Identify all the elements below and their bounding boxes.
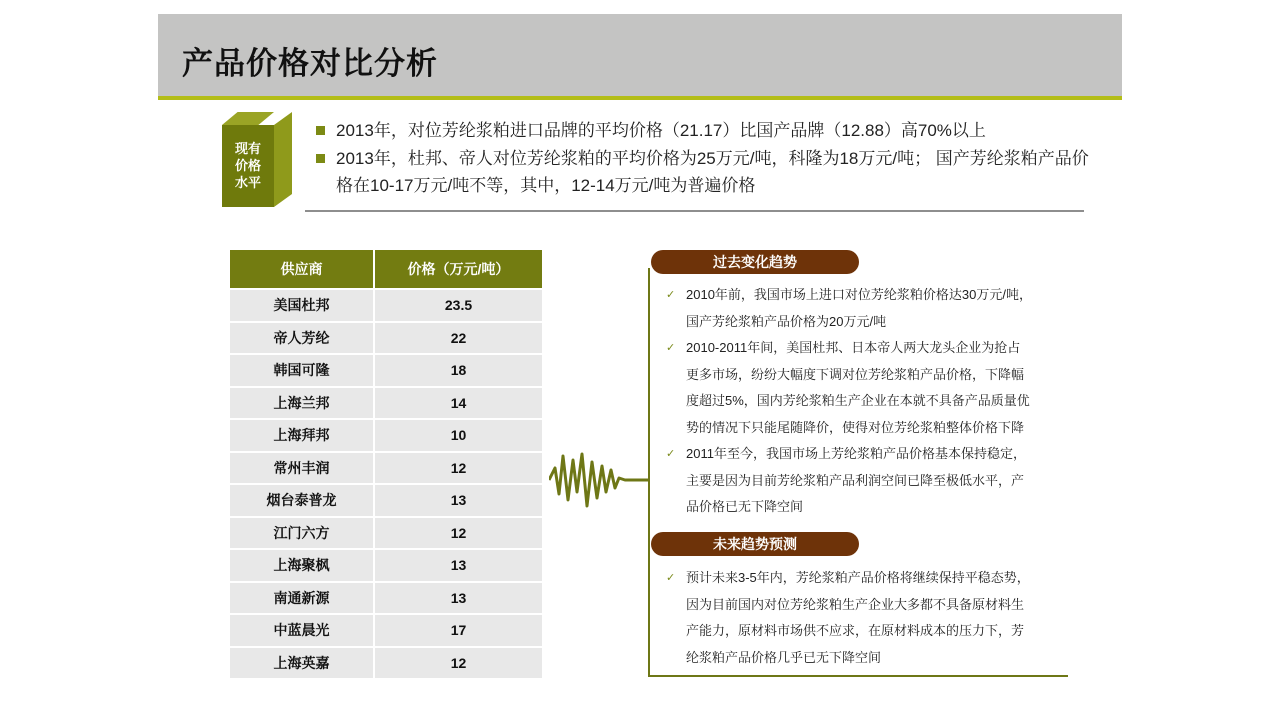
summary-bullets (316, 117, 1096, 200)
checkmark-icon: ✓ (666, 572, 676, 584)
timeline-bottom-line (648, 675, 1068, 677)
price-cell: 12 (375, 451, 542, 484)
price-cell: 12 (375, 516, 542, 549)
trend-line: 势的情况下只能尾随降价，使得对位芳纶浆粕整体价格下降 (686, 419, 1025, 435)
table-row (230, 418, 542, 451)
cube-label (224, 140, 272, 191)
table-body (230, 288, 542, 678)
table-row (230, 483, 542, 516)
future-trend-badge: 未来趋势预测 (651, 532, 859, 556)
price-cell: 17 (375, 613, 542, 646)
cube-side-face (274, 112, 292, 207)
trend-line: 国产芳纶浆粕产品价格为20万元/吨 (686, 313, 887, 329)
bullet-text: 2013年，杜邦、帝人对位芳纶浆粕的平均价格为25万元/吨，科隆为18万元/吨； 国产芳纶浆粕产品价格在10-17万元/吨不等，其中，12-14万元/吨为普遍价格 (336, 148, 1089, 195)
supplier-cell: 美国杜邦 (230, 288, 375, 321)
table-row (230, 613, 542, 646)
price-cell: 14 (375, 386, 542, 419)
trend-line: 2010-2011年间，美国杜邦、日本帝人两大龙头企业为抢占 (686, 340, 1021, 355)
trend-line: 2010年前，我国市场上进口对位芳纶浆粕价格达30万元/吨， (686, 287, 1032, 302)
checkmark-icon: ✓ (666, 448, 676, 460)
trend-line: 更多市场，纷纷大幅度下调对位芳纶浆粕产品价格，下降幅 (686, 366, 1025, 382)
table-row (230, 516, 542, 549)
table-row (230, 581, 542, 614)
past-trend-list (666, 282, 1032, 521)
trend-line: 度超过5%，国内芳纶浆粕生产企业在本就不具备产品质量优 (686, 393, 1030, 408)
table-row (230, 386, 542, 419)
cube-label-line: 价格 (234, 158, 261, 173)
table-row (230, 548, 542, 581)
bullet-text: 2013年，对位芳纶浆粕进口品牌的平均价格（21.17）比国产品牌（12.88）高70%以上 (336, 121, 986, 140)
price-cell: 10 (375, 418, 542, 451)
price-level-cube (222, 112, 292, 207)
supplier-cell: 韩国可隆 (230, 353, 375, 386)
table-header-row (230, 250, 542, 288)
trend-line: 2011年至今，我国市场上芳纶浆粕产品价格基本保持稳定， (686, 446, 1026, 461)
trend-line: 因为目前国内对位芳纶浆粕生产企业大多都不具备原材料生 (686, 596, 1025, 612)
trend-item (666, 335, 1032, 441)
price-cell: 13 (375, 548, 542, 581)
table-header-supplier: 供应商 (230, 250, 375, 288)
past-trend-badge: 过去变化趋势 (651, 250, 859, 274)
zigzag-icon (549, 448, 649, 512)
checkmark-icon: ✓ (666, 342, 676, 354)
timeline-vertical-line (648, 268, 650, 676)
price-cell: 23.5 (375, 288, 542, 321)
table-row (230, 353, 542, 386)
supplier-cell: 烟台泰普龙 (230, 483, 375, 516)
trend-line: 纶浆粕产品价格几乎已无下降空间 (686, 649, 882, 665)
trend-line: 品价格已无下降空间 (686, 499, 804, 514)
supplier-cell: 上海拜邦 (230, 418, 375, 451)
price-table (230, 250, 542, 678)
square-bullet-icon (316, 154, 325, 163)
trend-line: 主要是因为目前芳纶浆粕产品利润空间已降至极低水平，产 (686, 472, 1025, 488)
price-cell: 22 (375, 321, 542, 354)
supplier-cell: 上海聚枫 (230, 548, 375, 581)
supplier-cell: 上海兰邦 (230, 386, 375, 419)
supplier-cell: 中蓝晨光 (230, 613, 375, 646)
trend-item (666, 441, 1032, 521)
cube-top-face (222, 112, 274, 125)
square-bullet-icon (316, 126, 325, 135)
trend-item (666, 282, 1032, 335)
title-underline (158, 96, 1122, 100)
divider (305, 210, 1084, 212)
trend-line: 产能力，原材料市场供不应求，在原材料成本的压力下，芳 (686, 623, 1025, 638)
bullet-item (316, 117, 1096, 145)
price-cell: 12 (375, 646, 542, 679)
trend-line: 预计未来3-5年内，芳纶浆粕产品价格将继续保持平稳态势， (686, 570, 1030, 585)
cube-label-line: 现有 (234, 141, 261, 156)
price-cell: 18 (375, 353, 542, 386)
future-trend-list (666, 565, 1030, 671)
cube-label-line: 水平 (234, 175, 261, 190)
price-cell: 13 (375, 581, 542, 614)
bullet-item (316, 145, 1096, 200)
checkmark-icon: ✓ (666, 289, 676, 301)
supplier-cell: 南通新源 (230, 581, 375, 614)
table-row (230, 321, 542, 354)
table-row (230, 451, 542, 484)
table-row (230, 288, 542, 321)
supplier-cell: 常州丰润 (230, 451, 375, 484)
price-cell: 13 (375, 483, 542, 516)
supplier-cell: 上海英嘉 (230, 646, 375, 679)
table-header-price: 价格（万元/吨） (375, 250, 542, 288)
supplier-cell: 江门六方 (230, 516, 375, 549)
table-row (230, 646, 542, 679)
trend-item (666, 565, 1030, 671)
supplier-cell: 帝人芳纶 (230, 321, 375, 354)
page-title: 产品价格对比分析 (182, 46, 438, 81)
